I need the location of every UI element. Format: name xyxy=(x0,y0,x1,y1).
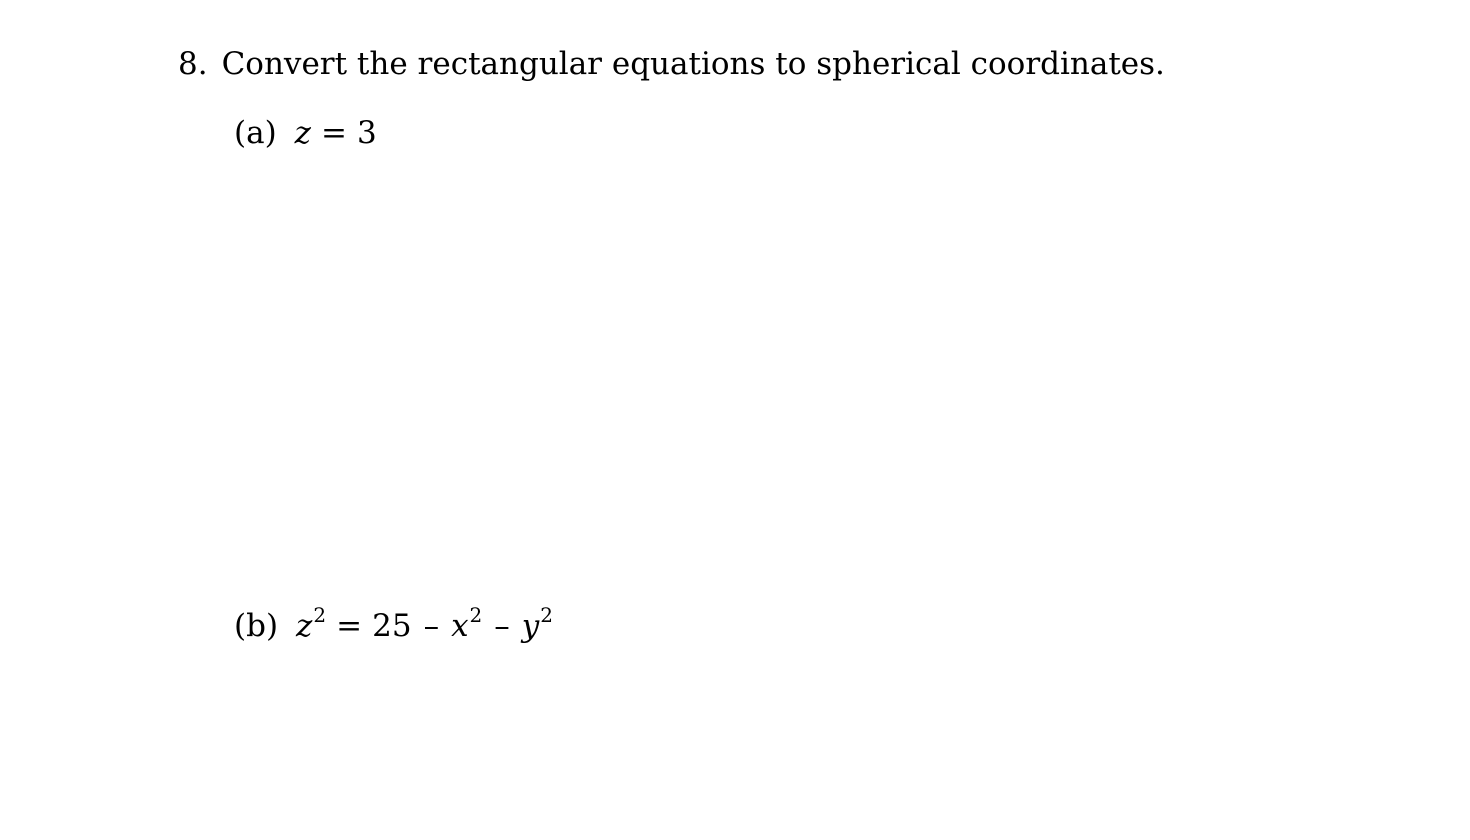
variable-z: z xyxy=(294,115,312,151)
constant-25: 25 xyxy=(372,608,412,644)
question-number: 8. xyxy=(178,46,208,82)
part-b-equation xyxy=(296,603,554,644)
minus-sign: – xyxy=(423,608,440,644)
exponent: 2 xyxy=(313,603,327,627)
minus-sign: – xyxy=(494,608,510,644)
exponent: 2 xyxy=(540,603,554,627)
part-a xyxy=(234,113,377,153)
part-a-equation xyxy=(295,115,377,151)
variable-z: z xyxy=(296,608,313,644)
part-a-label: (a) xyxy=(234,115,277,151)
exponent: 2 xyxy=(469,603,483,627)
variable-x: x xyxy=(451,608,469,644)
part-b-label: (b) xyxy=(234,608,279,644)
constant-3: 3 xyxy=(357,115,377,151)
question-text: Convert the rectangular equations to spherical coordinates. xyxy=(221,46,1165,82)
question-8 xyxy=(178,44,1165,84)
variable-y: y xyxy=(521,608,540,644)
equals-sign: = xyxy=(321,115,347,151)
part-b xyxy=(234,603,554,646)
equals-sign: = xyxy=(336,608,363,644)
